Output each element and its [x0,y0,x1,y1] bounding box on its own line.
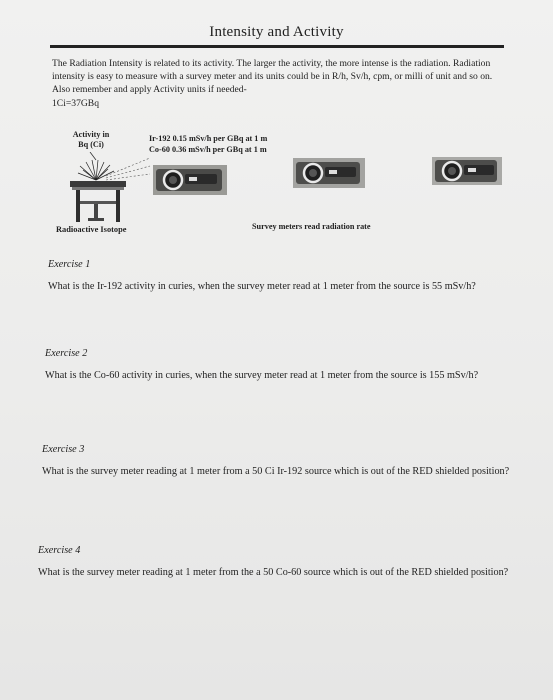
rate-ir192: Ir-192 0.15 mSv/h per GBq at 1 m [149,134,268,143]
exercise-1 [48,258,518,294]
exercise-4 [38,544,538,580]
exercise-question: What is the survey meter reading at 1 meter from a 50 Ci Ir-192 source which is out of the RED shielded position? [42,466,510,477]
exercise-question: What is the Ir-192 activity in curies, when the survey meter read at 1 meter from the source is 55 mSv/h? [48,281,476,292]
figure-caption-isotope: Radioactive Isotope [56,225,127,234]
exercise-3 [42,443,517,479]
intro-paragraph [52,57,502,110]
survey-meter-icon-2 [293,158,365,188]
dose-rate-constants [149,133,267,155]
exercise-heading: Exercise 2 [45,348,88,359]
exercise-2 [45,347,515,383]
survey-meter-icon-3 [432,157,502,185]
rate-co60: Co-60 0.36 mSv/h per GBq at 1 m [149,145,267,154]
exercise-heading: Exercise 1 [48,259,91,270]
activity-label-line2: Bq (Ci) [78,140,104,149]
figure-caption-meters: Survey meters read radiation rate [252,222,371,231]
title-divider [50,45,504,48]
exercise-heading: Exercise 3 [42,444,85,455]
exercise-heading: Exercise 4 [38,545,81,556]
intro-text: The Radiation Intensity is related to its activity. The larger the activity, the more intense is the radiation. Radiation intensity is easy to measure with a survey meter and its units could be in R/h, Sv/h, cpm, or milli of unit and so on. Also remember and apply Activity units if needed- [52,58,493,96]
intro-conversion: 1Ci=37GBq [52,97,99,109]
page-title: Intensity and Activity [209,24,344,40]
radioactive-source-icon [58,152,153,224]
exercise-question: What is the survey meter reading at 1 meter from the a 50 Co-60 source which is out of the RED shielded position? [38,567,509,578]
activity-label [60,130,122,150]
activity-label-line1: Activity in [72,130,110,139]
survey-meter-icon-1 [153,165,227,195]
exercise-question: What is the Co-60 activity in curies, when the survey meter read at 1 meter from the source is 155 mSv/h? [45,370,479,381]
